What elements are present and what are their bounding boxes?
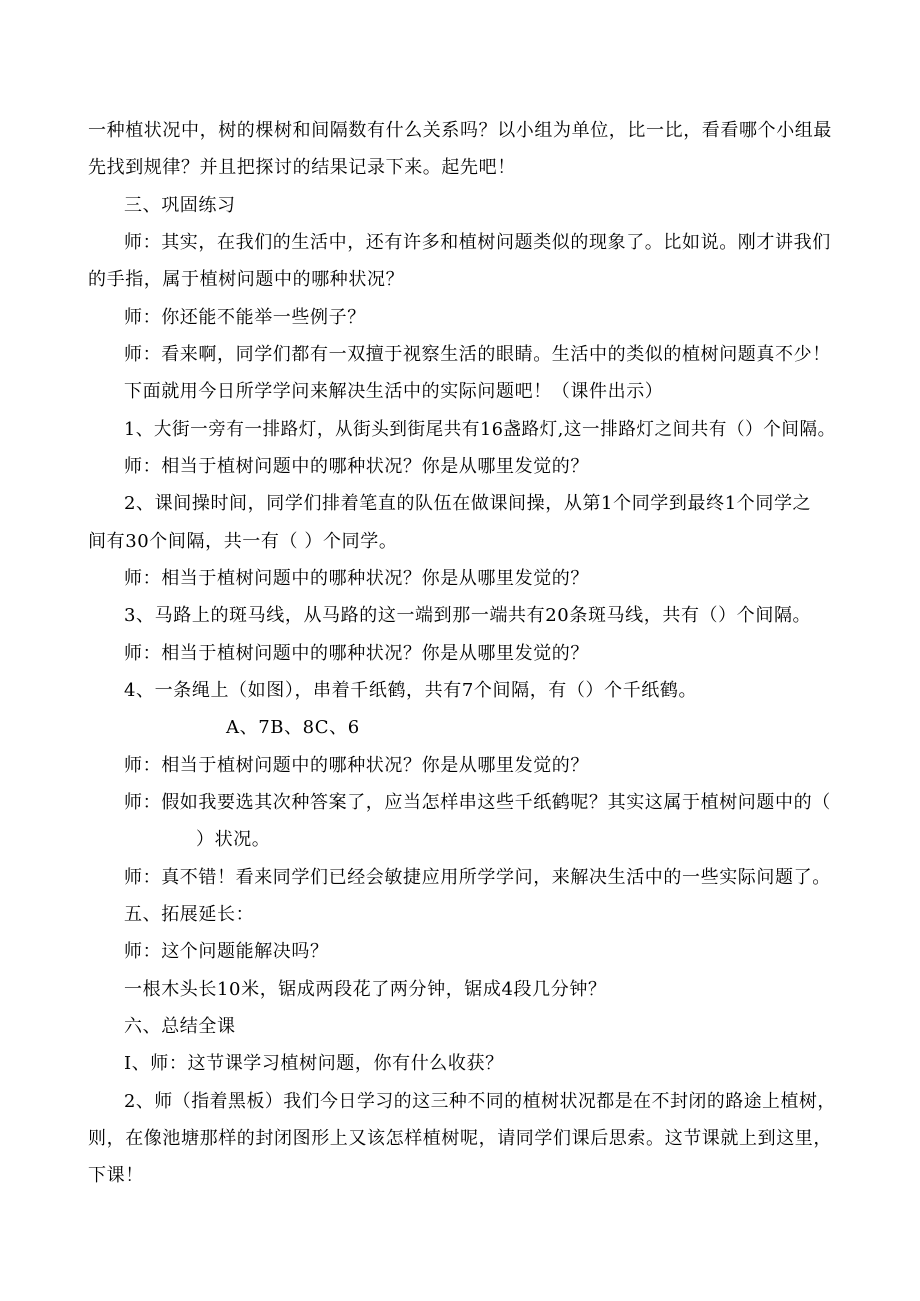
text-line: 师：其实，在我们的生活中，还有许多和植树问题类似的现象了。比如说。刚才讲我们 [124, 232, 831, 253]
text-line: 则，在像池塘那样的封闭图形上又该怎样植树呢，请同学们课后思索。这节课就上到这里， [88, 1128, 832, 1149]
text-line: 师：真不错！看来同学们已经会敏捷应用所学学问，来解决生活中的一些实际问题了。 [124, 867, 831, 888]
text-line: 3、马路上的斑马线，从马路的这一端到那一端共有20条斑马线，共有（）个间隔。 [124, 605, 812, 626]
text-line: 师：你还能不能举一些例子？ [124, 307, 366, 328]
text-line: 4、一条绳上（如图），串着千纸鹤，共有7个间隔，有（）个千纸鹤。 [124, 680, 698, 701]
text-line: 间有30个间隔，共一有（ ）个同学。 [88, 531, 398, 552]
text-line: 2、师（指着黑板）我们今日学习的这三种不同的植树状况都是在不封闭的路途上植树， [124, 1091, 836, 1112]
text-line: 师：相当于植树问题中的哪种状况？你是从哪里发觉的？ [124, 755, 589, 776]
text-line: 一根木头长10米，锯成两段花了两分钟，锯成4段几分钟？ [124, 979, 607, 1000]
text-line: 师：这个问题能解决吗？ [124, 941, 329, 962]
text-line: 下面就用今日所学学问来解决生活中的实际问题吧！（课件出示） [124, 381, 664, 402]
text-line: 1、大街一旁有一排路灯，从街头到街尾共有16盏路灯,这一排路灯之间共有（）个间隔。 [124, 419, 836, 440]
text-line: I、师：这节课学习植树问题，你有什么收获？ [124, 1053, 504, 1074]
text-line: 的手指，属于植树问题中的哪种状况？ [88, 269, 405, 290]
text-line: ）状况。 [196, 829, 271, 850]
text-line: 师：相当于植树问题中的哪种状况？你是从哪里发觉的？ [124, 456, 589, 477]
text-line: 师：相当于植树问题中的哪种状况？你是从哪里发觉的？ [124, 568, 589, 589]
text-line: 下课！ [88, 1165, 144, 1186]
text-line: 先找到规律？并且把探讨的结果记录下来。起先吧！ [88, 157, 516, 178]
answer-options: A、7B、8C、6 [226, 717, 360, 738]
text-line: 师：假如我要选其次种答案了，应当怎样串这些千纸鹤呢？其实这属于植树问题中的（ [124, 792, 831, 813]
section-heading: 三、巩固练习 [124, 195, 236, 216]
text-line: 师：相当于植树问题中的哪种状况？你是从哪里发觉的？ [124, 643, 589, 664]
text-line: 一种植状况中，树的棵树和间隔数有什么关系吗？以小组为单位，比一比，看看哪个小组最 [88, 120, 832, 141]
section-heading: 六、总结全课 [124, 1016, 236, 1037]
text-line: 师：看来啊，同学们都有一双擅于视察生活的眼睛。生活中的类似的植树问题真不少！ [124, 344, 831, 365]
section-heading: 五、拓展延长： [124, 904, 255, 925]
text-line: 2、课间操时间，同学们排着笔直的队伍在做课间操，从第1个同学到最终1个同学之 [124, 493, 812, 514]
